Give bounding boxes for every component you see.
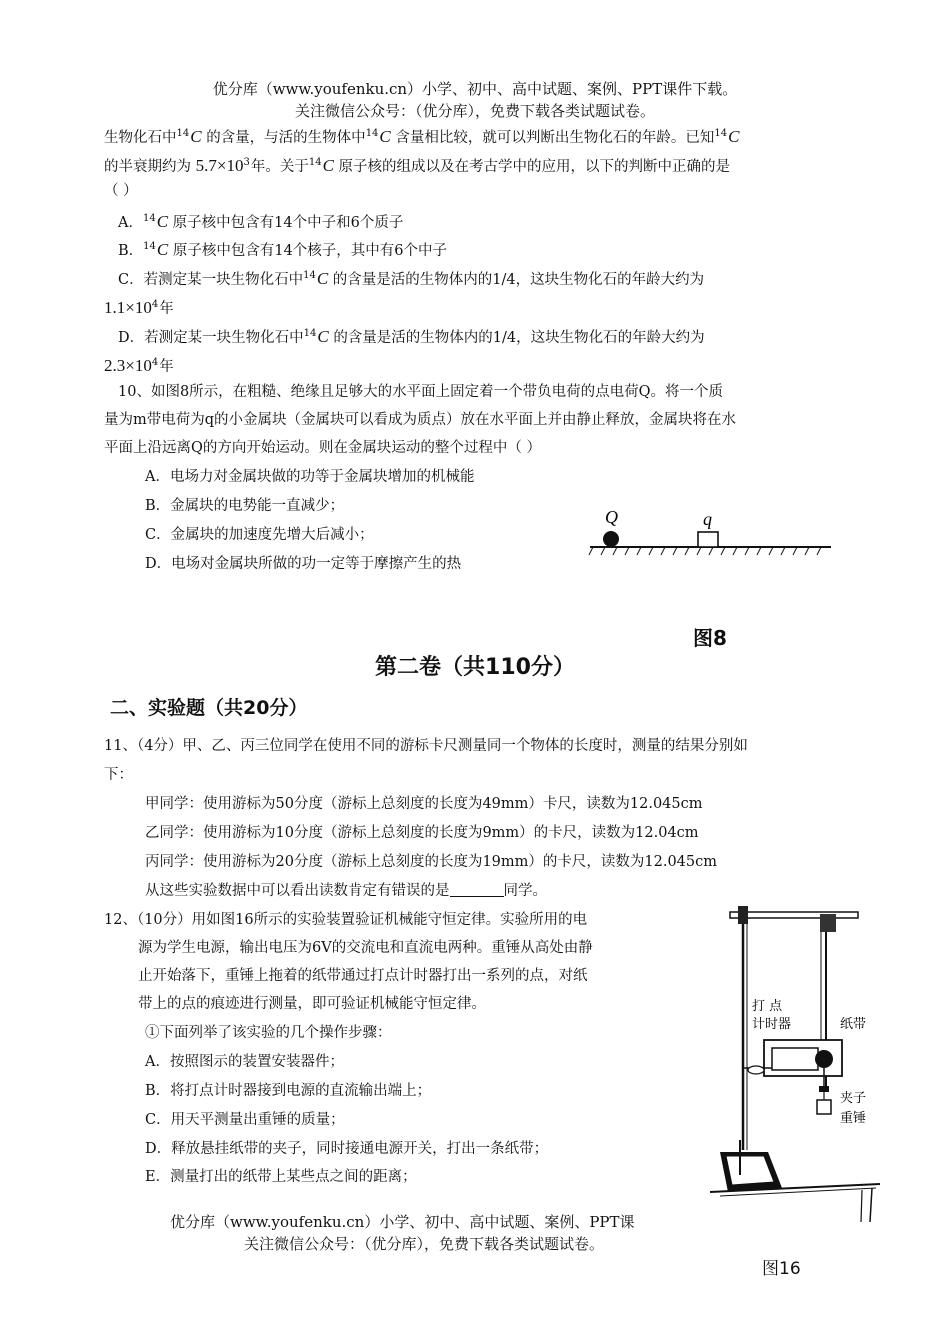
figure-16-apparatus — [700, 900, 880, 1230]
q11-student-bing: 丙同学：使用游标为20分度（游标上总刻度的长度为19mm）的卡尺，读数为12.045cm — [145, 854, 718, 870]
top-clamp-right — [820, 914, 836, 932]
ground-hatching — [589, 547, 821, 555]
figure-8-diagram — [585, 505, 835, 565]
table-leg — [870, 1188, 872, 1222]
q12-step-d: D．释放悬挂纸带的夹子，同时接通电源开关，打出一条纸带； — [145, 1141, 549, 1157]
q9-option-a: A．$^{14}$C 原子核中包含有14个中子和6个质子 — [118, 212, 404, 231]
label-q: q — [703, 509, 712, 529]
q10-option-b: B．金属块的电势能一直减少； — [145, 498, 345, 514]
header-line-2: 关注微信公众号：（优分库），免费下载各类试题试卷。 — [294, 102, 655, 120]
q10-option-d: D．电场对金属块所做的功一定等于摩擦产生的热 — [145, 556, 462, 572]
dot-timer — [772, 1048, 818, 1070]
top-clamp-left — [738, 906, 748, 924]
q12-line-3: 止开始落下，重锤上拖着的纸带通过打点计时器打出一系列的点，对纸 — [138, 968, 588, 984]
part-2-title: 第二卷（共110分） — [375, 655, 575, 680]
q9-option-c-value: $1.1\times 10^4$年 — [104, 298, 174, 317]
label-timer-1: 打 点 — [752, 999, 783, 1014]
footer-line-1: 优分库（www.youfenku.cn）小学、初中、高中试题、案例、PPT课 — [170, 1213, 635, 1231]
label-clip: 夹子 — [840, 1091, 867, 1106]
footer-line-2: 关注微信公众号：（优分库），免费下载各类试题试卷。 — [244, 1235, 605, 1253]
timer-clamp — [748, 1066, 764, 1074]
header-line-1: 优分库（www.youfenku.cn）小学、初中、高中试题、案例、PPT课件下载。 — [212, 80, 738, 98]
q11-line-2: 下： — [104, 767, 133, 783]
figure-8-label: 图8 — [693, 626, 727, 650]
label-Q: Q — [605, 507, 618, 527]
q11-line-1: 11、（4分）甲、乙、丙三位同学在使用不同的游标卡尺测量同一个物体的长度时，测量的结果分别如 — [104, 738, 748, 754]
q9-answer-bracket: （ ） — [104, 183, 138, 199]
timer-roller — [815, 1050, 833, 1068]
q11-student-jia: 甲同学：使用游标为50分度（游标上总刻度的长度为49mm）卡尺，读数为12.045cm — [145, 796, 703, 812]
q12-line-2: 源为学生电源，输出电压为6V的交流电和直流电两种。重锤从高处由静 — [138, 940, 593, 956]
q12-step-e: E．测量打出的纸带上某些点之间的距离； — [145, 1169, 417, 1185]
q9-line-2: 的半衰期约为 $5.7\times 10^3$年。关于$^{14}$C 原子核的组成以及在考古学中的应用，以下的判断中正确的是 — [104, 156, 731, 175]
q12-line-4: 带上的点的痕迹进行测量，即可验证机械能守恒定律。 — [138, 996, 486, 1012]
q10-line-3: 平面上沿远离Q的方向开始运动。则在金属块运动的整个过程中（ ） — [104, 440, 541, 456]
q9-line-1: 生物化石中$^{14}$C 的含量，与活的生物体中$^{14}$C 含量相比较，就可以判断出生物化石的年龄。已知$^{14}$C — [104, 127, 740, 146]
section-title: 二、实验题（共20分） — [110, 697, 308, 719]
q12-step-b: B．将打点计时器接到电源的直流输出端上； — [145, 1083, 432, 1099]
label-tape: 纸带 — [840, 1017, 867, 1032]
heavy-weight — [817, 1100, 831, 1114]
q11-student-yi: 乙同学：使用游标为10分度（游标上总刻度的长度为9mm）的卡尺，读数为12.04cm — [145, 825, 699, 841]
q10-line-2: 量为m带电荷为q的小金属块（金属块可以看成为质点）放在水平面上并由静止释放，金属块将在水 — [104, 412, 737, 428]
q10-line-1: 10、如图8所示，在粗糙、绝缘且足够大的水平面上固定着一个带负电荷的点电荷Q。将一个质 — [118, 384, 724, 400]
metal-block — [698, 532, 718, 547]
q9-option-d-value: $2.3\times 10^4$年 — [104, 356, 174, 375]
q11-question: 从这些实验数据中可以看出读数肯定有错误的是 同学。 — [145, 883, 547, 899]
answer-blank[interactable] — [450, 882, 504, 897]
q12-step-a: A．按照图示的装置安装器件； — [145, 1054, 344, 1070]
top-crossbar — [730, 912, 858, 918]
figure-16-label: 图16 — [762, 1259, 801, 1279]
q12-step-c: C．用天平测量出重锤的质量； — [145, 1112, 345, 1128]
charge-Q-ball — [603, 531, 619, 547]
q10-option-a: A．电场力对金属块做的功等于金属块增加的机械能 — [145, 469, 475, 485]
label-weight: 重锤 — [840, 1111, 867, 1126]
q9-option-d: D．若测定某一块生物化石中$^{14}$C 的含量是活的生物体内的1/4，这块生物化石的年龄大约为 — [118, 327, 705, 346]
q9-option-b: B．$^{14}$C 原子核中包含有14个核子，其中有6个中子 — [118, 240, 448, 259]
q12-step-intro: ①下面列举了该实验的几个操作步骤： — [145, 1025, 392, 1041]
q9-option-c: C．若测定某一块生物化石中$^{14}$C 的含量是活的生物体内的1/4，这块生物化石的年龄大约为 — [118, 269, 705, 288]
q12-line-1: 12、（10分）用如图16所示的实验装置验证机械能守恒定律。实验所用的电 — [104, 912, 588, 928]
q10-option-c: C．金属块的加速度先增大后减小； — [145, 527, 374, 543]
clip — [819, 1086, 829, 1092]
label-timer-2: 计时器 — [752, 1017, 792, 1032]
